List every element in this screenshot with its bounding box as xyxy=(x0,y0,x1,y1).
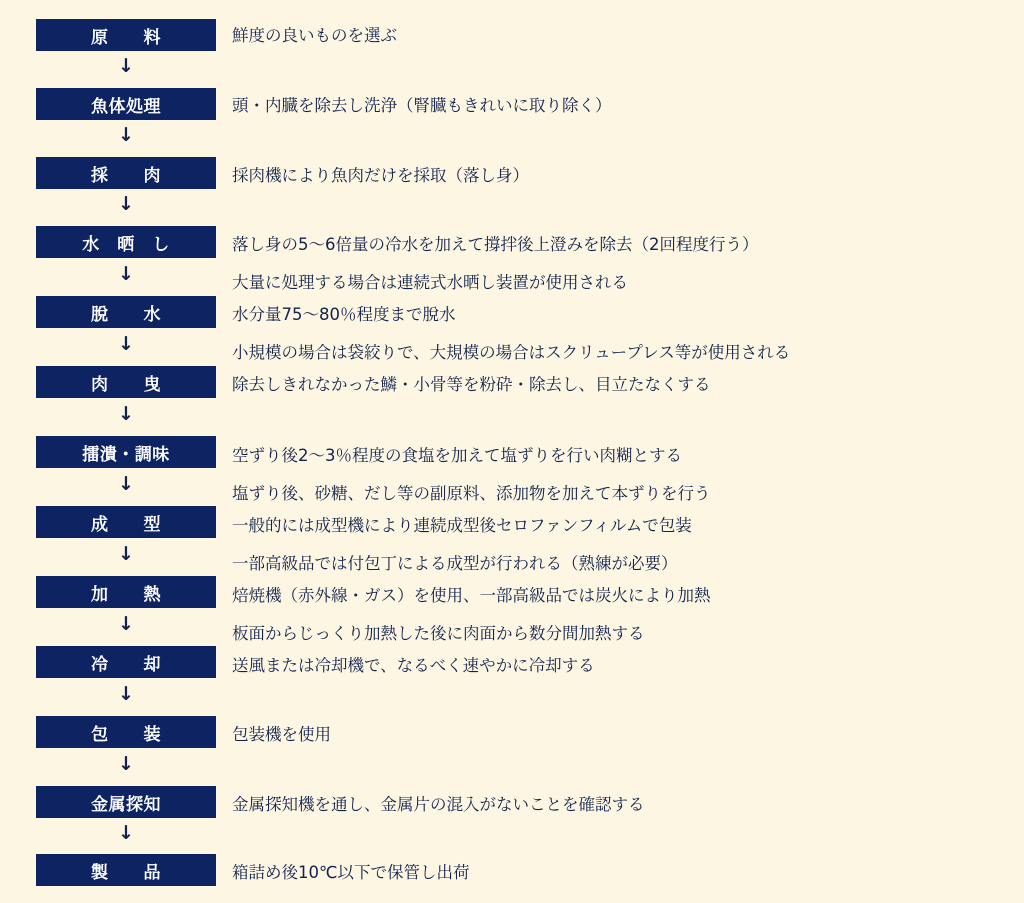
process-step-label: 脫 水 xyxy=(91,304,161,325)
step-note-9: 空ずり後2～3％程度の食塩を加えて塩ずりを行い肉糊とする xyxy=(232,446,682,465)
process-step-box-6 xyxy=(36,366,216,398)
process-step-box-11 xyxy=(36,716,216,748)
process-step-label: 金属探知 xyxy=(91,794,161,815)
flow-arrow-down-icon-10 xyxy=(36,681,216,707)
arrow-glyph: ↓ xyxy=(118,54,134,77)
flow-arrow-down-icon-7 xyxy=(36,471,216,497)
step-note-17: 金属探知機を通し、金属片の混入がないことを確認する xyxy=(232,795,645,814)
step-note-2: 頭・内臓を除去し洗浄（腎臓もきれいに取り除く） xyxy=(232,96,612,115)
process-step-label: 採 肉 xyxy=(91,165,161,186)
arrow-glyph: ↓ xyxy=(118,192,134,215)
step-note-18: 箱詰め後10℃以下で保管し出荷 xyxy=(232,863,470,882)
step-note-13: 焙焼機（赤外線・ガス）を使用、一部高級品では炭火により加熱 xyxy=(232,586,711,605)
step-note-5: 大量に処理する場合は連続式水晒し装置が使用される xyxy=(232,273,628,292)
process-step-label: 成 型 xyxy=(91,514,161,535)
arrow-glyph: ↓ xyxy=(118,262,134,285)
flow-arrow-down-icon-11 xyxy=(36,751,216,777)
flow-arrow-down-icon-3 xyxy=(36,191,216,217)
flow-arrow-down-icon-1 xyxy=(36,53,216,79)
step-note-4: 落し身の5～6倍量の冷水を加えて撐拌後上澄みを除去（2回程度行う） xyxy=(232,235,759,254)
process-step-box-13 xyxy=(36,854,216,886)
process-step-label: 包 装 xyxy=(91,724,161,745)
process-step-box-8 xyxy=(36,506,216,538)
step-note-1: 鮮度の良いものを選ぶ xyxy=(232,26,397,45)
flow-arrow-down-icon-6 xyxy=(36,401,216,427)
arrow-glyph: ↓ xyxy=(118,332,134,355)
flow-arrow-down-icon-12 xyxy=(36,820,216,846)
process-step-label: 水 晒 し xyxy=(82,234,170,255)
step-note-6: 水分量75～80％程度まで脫水 xyxy=(232,305,456,324)
process-step-box-12 xyxy=(36,786,216,818)
step-note-10: 塩ずり後、砂糖、だし等の副原料、添加物を加えて本ずりを行う xyxy=(232,484,711,503)
process-step-label: 原 料 xyxy=(91,27,161,48)
arrow-glyph: ↓ xyxy=(118,752,134,775)
process-step-box-3 xyxy=(36,157,216,189)
arrow-glyph: ↓ xyxy=(118,472,134,495)
process-step-label: 加 熱 xyxy=(91,584,161,605)
process-step-box-4 xyxy=(36,226,216,258)
process-step-label: 製 品 xyxy=(91,862,161,883)
process-step-box-2 xyxy=(36,88,216,120)
step-note-12: 一部高級品では付包丁による成型が行われる（熟練が必要） xyxy=(232,554,678,573)
process-step-box-5 xyxy=(36,296,216,328)
flow-arrow-down-icon-8 xyxy=(36,541,216,567)
step-note-16: 包装機を使用 xyxy=(232,725,331,744)
flow-arrow-down-icon-9 xyxy=(36,611,216,637)
step-note-8: 除去しきれなかった鱗・小骨等を粉砕・除去し、目立たなくする xyxy=(232,375,711,394)
arrow-glyph: ↓ xyxy=(118,682,134,705)
process-step-box-1 xyxy=(36,19,216,51)
flow-arrow-down-icon-2 xyxy=(36,122,216,148)
arrow-glyph: ↓ xyxy=(118,402,134,425)
arrow-glyph: ↓ xyxy=(118,123,134,146)
arrow-glyph: ↓ xyxy=(118,612,134,635)
flow-arrow-down-icon-4 xyxy=(36,261,216,287)
process-step-box-7 xyxy=(36,436,216,468)
step-note-11: 一般的には成型機により連続成型後セロファンフィルムで包装 xyxy=(232,516,692,535)
process-step-label: 肉 曳 xyxy=(91,374,161,395)
flow-arrow-down-icon-5 xyxy=(36,331,216,357)
process-step-label: 魚体処理 xyxy=(91,96,161,117)
step-note-15: 送風または冷却機で、なるべく速やかに冷却する xyxy=(232,656,595,675)
step-note-7: 小規模の場合は袋絞りで、大規模の場合はスクリュープレス等が使用される xyxy=(232,343,791,362)
arrow-glyph: ↓ xyxy=(118,821,134,844)
process-step-box-9 xyxy=(36,576,216,608)
arrow-glyph: ↓ xyxy=(118,542,134,565)
process-step-label: 擂潰・調味 xyxy=(82,444,170,465)
process-step-box-10 xyxy=(36,646,216,678)
step-note-14: 板面からじっくり加熱した後に肉面から数分間加熱する xyxy=(232,624,645,643)
process-step-label: 冷 却 xyxy=(91,654,161,675)
step-note-3: 採肉機により魚肉だけを採取（落し身） xyxy=(232,166,529,185)
